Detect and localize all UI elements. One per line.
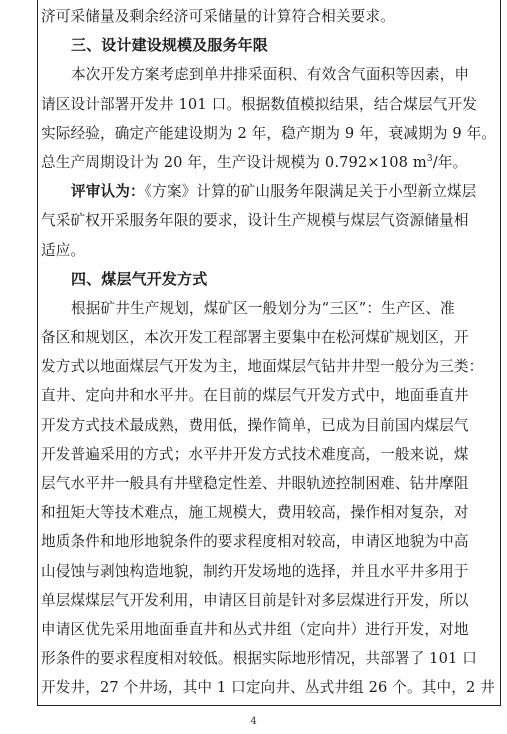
text-line: 地质条件和地形地貌条件的要求程度相对较高，申请区地貌为中高 — [41, 533, 469, 551]
text-line: 备区和规划区，本次开发工程部署主要集中在松河煤矿规划区，开 — [41, 329, 469, 347]
text-line: 开发普遍采用的方式；水平井开发方式技术难度高，一般来说，煤 — [41, 445, 469, 463]
text-line: 单层煤煤层气开发利用，申请区目前是针对多层煤进行开发，所以 — [41, 591, 469, 609]
section-heading-3: 三、设计建设规模及服务年限 — [71, 36, 268, 55]
superscript: 3 — [426, 154, 433, 165]
text-line: 和扭矩大等技术难点，施工规模大，费用较高，操作相对复杂，对 — [41, 504, 469, 522]
text-span: 《方案》计算的矿山服务年限满足关于小型新立煤层 — [144, 183, 477, 201]
text-line: 本次开发方案考虑到单井排采面积、有效含气面积等因素，申 — [71, 66, 470, 84]
text-line: 济可采储量及剩余经济可采储量的计算符合相关要求。 — [41, 8, 395, 25]
text-line: 发方式以地面煤层气开发为主，地面煤层气钻井井型一般分为三类： — [41, 358, 484, 376]
document-body — [41, 2, 496, 703]
text-line: 直井、定向井和水平井。在目前的煤层气开发方式中，地面垂直井 — [41, 387, 469, 405]
section-heading-4: 四、煤层气开发方式 — [71, 269, 208, 288]
text-span: /年。 — [432, 153, 468, 171]
text-line: 适应。 — [41, 241, 86, 259]
text-line: 根据矿井生产规划，煤矿区一般划分为“三区”：生产区、准 — [71, 299, 455, 317]
review-line — [41, 177, 496, 206]
review-lead: 评审认为： — [71, 183, 145, 201]
text-line: 开发井，27 个井场，其中 1 口定向井、丛式井组 26 个。其中，2 井 — [41, 679, 495, 697]
text-line: 形条件的要求程度相对较低。根据实际地形情况，共部署了 101 口 — [41, 650, 477, 668]
text-line: 气采矿权开采服务年限的要求，设计生产规模与煤层气资源储量相 — [41, 212, 469, 230]
text-line: 层气水平井一般具有井壁稳定性差、井眼轨迹控制困难、钻井摩阻 — [41, 475, 469, 492]
text-span: 总生产周期设计为 20 年，生产设计规模为 0.792×108 m — [41, 153, 427, 171]
text-line: 山侵蚀与剥蚀构造地貌，制约开发场地的选择，并且水平井多用于 — [41, 562, 469, 580]
text-line: 实际经验，确定产能建设期为 2 年，稳产期为 9 年，衰减期为 9 年。 — [41, 124, 497, 142]
text-line — [41, 148, 496, 177]
text-line: 开发方式技术最成熟，费用低，操作简单，已成为目前国内煤层气 — [41, 416, 469, 434]
text-line: 申请区优先采用地面垂直井和丛式井组（定向井）进行开发，对地 — [41, 620, 469, 638]
text-line: 请区设计部署开发井 101 口。根据数值模拟结果，结合煤层气开发 — [41, 95, 477, 113]
page-number: 4 — [250, 716, 257, 727]
